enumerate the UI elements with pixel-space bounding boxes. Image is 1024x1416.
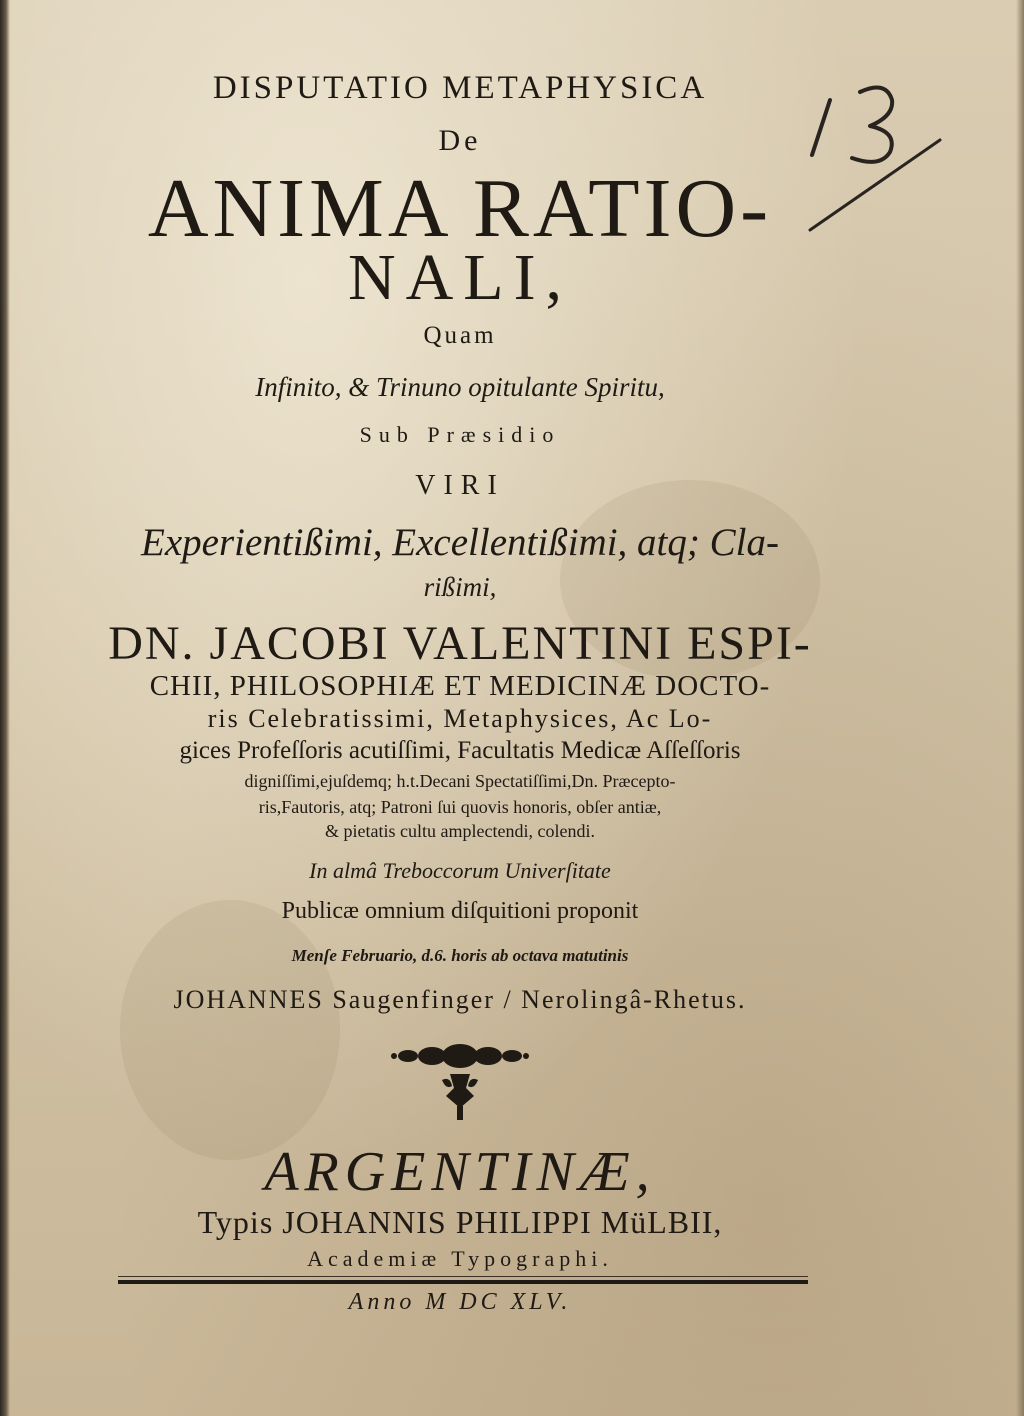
proponit-line: Publicæ omnium diſquitioni proponit bbox=[281, 898, 639, 924]
praeses-title-line4: ris,Fautoris, atq; Patroni ſui quovis honoris, obſer antiæ, bbox=[258, 797, 662, 817]
printers-fleuron-ornament bbox=[390, 1036, 530, 1126]
imprint-year: Anno M DC XLV. bbox=[348, 1289, 572, 1315]
main-title-line2: NALI, bbox=[347, 241, 573, 314]
respondent-line: JOHANNES Saugenfinger / Nerolingâ-Rhetus. bbox=[173, 985, 747, 1014]
university-line: In almâ Treboccorum Univerſitate bbox=[309, 858, 611, 883]
invocation-line: Infinito, & Trinuno opitulante Spiritu, bbox=[255, 372, 665, 402]
sub-praesidio-line: Sub Præsidio bbox=[359, 422, 561, 447]
date-line: Menſe Februario, d.6. horis ab octava matutinis bbox=[291, 946, 629, 965]
viri-line: VIRI bbox=[415, 470, 505, 501]
honorifics-line1: Experientißimi, Excellentißimi, atq; Cla- bbox=[141, 521, 779, 564]
praeses-title-line2: gices Profeſſoris acutiſſimi, Facultatis Medicæ Aſſeſſoris bbox=[179, 737, 741, 764]
praeses-title-line5: & pietatis cultu amplectendi, colendi. bbox=[325, 821, 595, 841]
heading-de: De bbox=[438, 124, 482, 157]
rule-thin bbox=[118, 1276, 808, 1277]
printer-title-line: Academiæ Typographi. bbox=[307, 1246, 613, 1271]
page-edge-right bbox=[1016, 0, 1024, 1416]
imprint-city: ARGENTINÆ, bbox=[264, 1141, 656, 1203]
printer-line: Typis JOHANNIS PHILIPPI MüLBII, bbox=[197, 1204, 723, 1240]
heading-disputatio: DISPUTATIO METAPHYSICA bbox=[212, 70, 708, 106]
handwritten-number-13 bbox=[790, 80, 950, 260]
praeses-name-line1: DN. JACOBI VALENTINI ESPI- bbox=[108, 617, 812, 670]
main-title-line1: ANIMA RATIO- bbox=[147, 162, 773, 255]
honorifics-line2: rißimi, bbox=[423, 572, 497, 602]
praeses-title-line3: digniſſimi,ejuſdemq; h.t.Decani Spectatiſſimi,Dn. Præcepto- bbox=[244, 771, 676, 791]
paper-stain bbox=[120, 900, 340, 1160]
rule-thick bbox=[118, 1280, 808, 1284]
quam-line: Quam bbox=[423, 322, 497, 349]
praeses-name-line2: CHII, PHILOSOPHIÆ ET MEDICINÆ DOCTO- bbox=[149, 670, 771, 702]
praeses-title-line1: ris Celebratissimi, Metaphysices, Ac Lo- bbox=[207, 704, 713, 733]
